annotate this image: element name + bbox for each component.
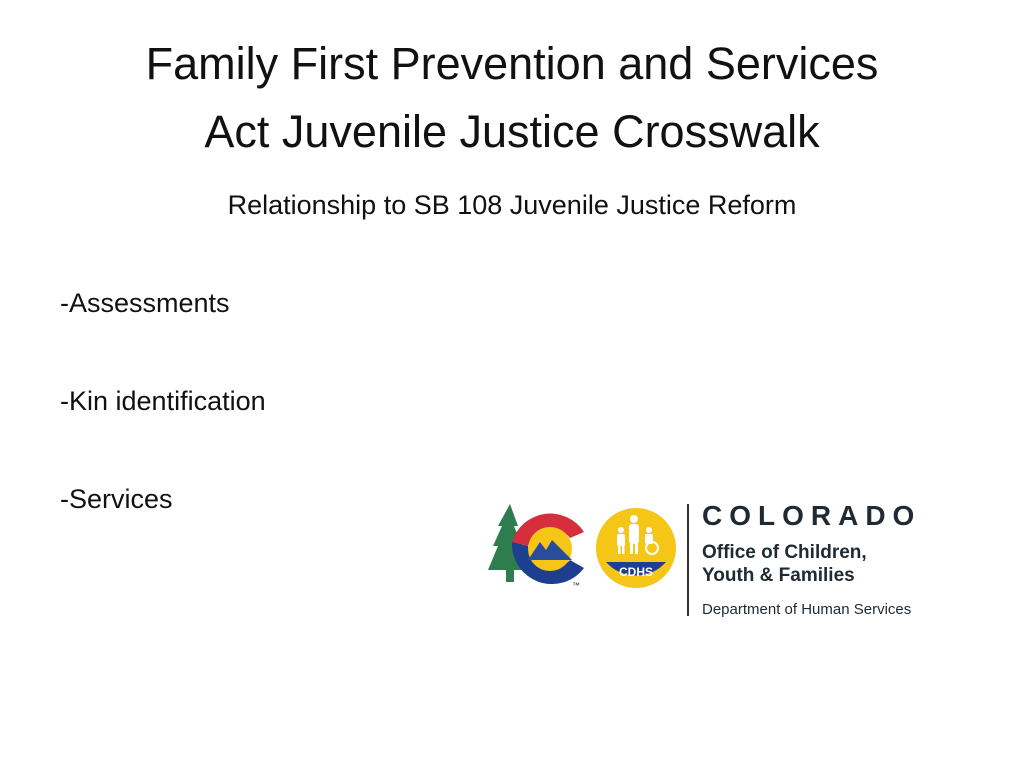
logo-divider (687, 504, 689, 616)
colorado-c-logo (484, 502, 594, 594)
slide-title-line-1: Family First Prevention and Services (145, 38, 879, 89)
state-name: COLORADO (702, 500, 922, 531)
cdhs-badge-label: CDHS (618, 565, 654, 579)
trademark-mark: ™ (572, 581, 580, 590)
slide-title-line-2: Act Juvenile Justice Crosswalk (204, 106, 820, 157)
bullet-assessments: -Assessments (60, 288, 230, 318)
cdhs-logo (484, 498, 954, 620)
bullet-kin-identification: -Kin identification (60, 386, 266, 416)
office-line-2: Youth & Families (702, 565, 855, 586)
cdhs-badge (594, 506, 678, 590)
bullet-services: -Services (60, 484, 173, 514)
slide-subtitle: Relationship to SB 108 Juvenile Justice Reform (227, 190, 797, 220)
office-line-1: Office of Children, (702, 542, 867, 563)
office-name (702, 541, 867, 587)
department-name: Department of Human Services (702, 601, 912, 618)
slide-title (0, 30, 1024, 166)
bullet-list (60, 284, 266, 578)
